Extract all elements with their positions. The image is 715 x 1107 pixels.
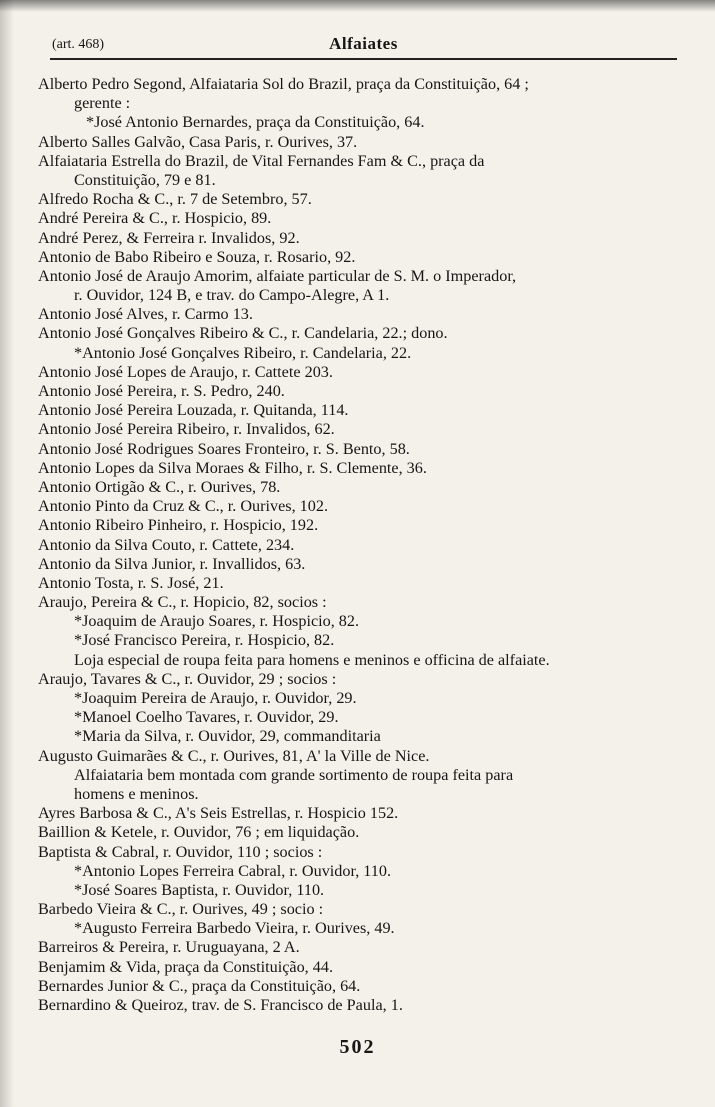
entry-line: gerente : xyxy=(74,94,131,113)
page-number: 502 xyxy=(339,1036,376,1058)
section-title: Alfaiates xyxy=(329,34,398,53)
entry-line: Alfaiataria Estrella do Brazil, de Vital Fernandes Fam & C., praça da xyxy=(38,151,485,170)
entry-line: Barbedo Vieira & C., r. Ourives, 49 ; socio : xyxy=(38,900,324,919)
page-edge-shadow-left xyxy=(0,0,14,1107)
entry-line: Barreiros & Pereira, r. Uruguayana, 2 A. xyxy=(38,938,300,957)
entry-line: Baillion & Ketele, r. Ouvidor, 76 ; em liquidação. xyxy=(38,823,360,842)
entry-line: Antonio Pinto da Cruz & C., r. Ourives, 102. xyxy=(38,497,329,516)
entry-line: Antonio Tosta, r. S. José, 21. xyxy=(38,573,224,592)
entry-line: Bernardino & Queiroz, trav. de S. Francisco de Paula, 1. xyxy=(38,996,403,1014)
entry-line: Bernardes Junior & C., praça da Constituição, 64. xyxy=(38,976,361,995)
entry-line: *Antonio Lopes Ferreira Cabral, r. Ouvidor, 110. xyxy=(74,861,392,880)
entry-line: Alberto Salles Galvão, Casa Paris, r. Ourives, 37. xyxy=(38,132,358,151)
entry-line: Alfredo Rocha & C., r. 7 de Setembro, 57. xyxy=(38,190,312,209)
entry-line: Antonio Ortigão & C., r. Ourives, 78. xyxy=(38,477,281,496)
entry-line: *Joaquim Pereira de Araujo, r. Ouvidor, 29. xyxy=(74,689,357,707)
entry-line: Antonio da Silva Couto, r. Cattete, 234. xyxy=(38,535,295,554)
entry-line: Antonio José Pereira Ribeiro, r. Invalidos, 62. xyxy=(38,420,335,439)
entry-line: Antonio Lopes da Silva Moraes & Filho, r. S. Clemente, 36. xyxy=(38,458,427,477)
entry-line: Antonio José Alves, r. Carmo 13. xyxy=(38,305,253,324)
entry-line: Antonio José Rodrigues Soares Fronteiro, r. S. Bento, 58. xyxy=(38,439,410,458)
entry-line: André Perez, & Ferreira r. Invalidos, 92. xyxy=(38,228,300,247)
entry-line: *José Antonio Bernardes, praça da Constituição, 64. xyxy=(86,113,425,132)
page-header xyxy=(50,34,677,60)
entry-line: r. Ouvidor, 124 B, e trav. do Campo-Alegre, A 1. xyxy=(74,286,390,305)
entry-line: *José Soares Baptista, r. Ouvidor, 110. xyxy=(74,880,325,899)
entry-line: homens e meninos. xyxy=(74,784,199,803)
entry-line: Loja especial de roupa feita para homens e meninos e officina de alfaiate. xyxy=(74,650,550,669)
entry-line: *Joaquim de Araujo Soares, r. Hospicio, 82. xyxy=(74,612,360,631)
entry-line: Antonio José Lopes de Araujo, r. Cattete 203. xyxy=(38,362,333,381)
entry-line: Ayres Barbosa & C., A's Seis Estrellas, r. Hospicio 152. xyxy=(38,804,399,823)
entry-line: Araujo, Pereira & C., r. Hopicio, 82, socios : xyxy=(38,593,327,612)
entry-line: *José Francisco Pereira, r. Hospicio, 82. xyxy=(74,631,335,650)
tailor-listing xyxy=(34,75,684,1015)
entry-line: Antonio Ribeiro Pinheiro, r. Hospicio, 192. xyxy=(38,516,319,535)
entry-line: Alfaiataria bem montada com grande sortimento de roupa feita para xyxy=(74,765,514,784)
entry-line: Alberto Pedro Segond, Alfaiataria Sol do Brazil, praça da Constituição, 64 ; xyxy=(38,75,529,93)
entry-line: Araujo, Tavares & C., r. Ouvidor, 29 ; socios : xyxy=(38,669,337,688)
entry-line: *Antonio José Gonçalves Ribeiro, r. Candelaria, 22. xyxy=(74,343,412,362)
entry-line: Baptista & Cabral, r. Ouvidor, 110 ; socios : xyxy=(38,842,323,861)
entry-line: Antonio de Babo Ribeiro e Souza, r. Rosario, 92. xyxy=(38,247,356,266)
page-edge-shadow xyxy=(0,0,715,12)
article-reference: (art. 468) xyxy=(52,37,105,52)
entry-line: André Pereira & C., r. Hospicio, 89. xyxy=(38,209,272,228)
entry-line: Augusto Guimarães & C., r. Ourives, 81, A' la Ville de Nice. xyxy=(38,746,430,765)
entry-line: Benjamim & Vida, praça da Constituição, 44. xyxy=(38,957,333,976)
entry-line: Antonio José de Araujo Amorim, alfaiate particular de S. M. o Imperador, xyxy=(38,266,517,285)
entry-line: *Maria da Silva, r. Ouvidor, 29, commanditaria xyxy=(74,727,381,746)
entry-line: *Manoel Coelho Tavares, r. Ouvidor, 29. xyxy=(74,708,339,727)
entry-line: Antonio José Pereira, r. S. Pedro, 240. xyxy=(38,382,285,400)
entry-line: Antonio José Gonçalves Ribeiro & C., r. Candelaria, 22.; dono. xyxy=(38,324,448,343)
entry-line: Antonio José Pereira Louzada, r. Quitanda, 114. xyxy=(38,401,349,420)
entry-line: Constituição, 79 e 81. xyxy=(74,170,216,189)
entry-line: Antonio da Silva Junior, r. Invallidos, 63. xyxy=(38,554,306,573)
entry-line: *Augusto Ferreira Barbedo Vieira, r. Ourives, 49. xyxy=(74,919,395,938)
